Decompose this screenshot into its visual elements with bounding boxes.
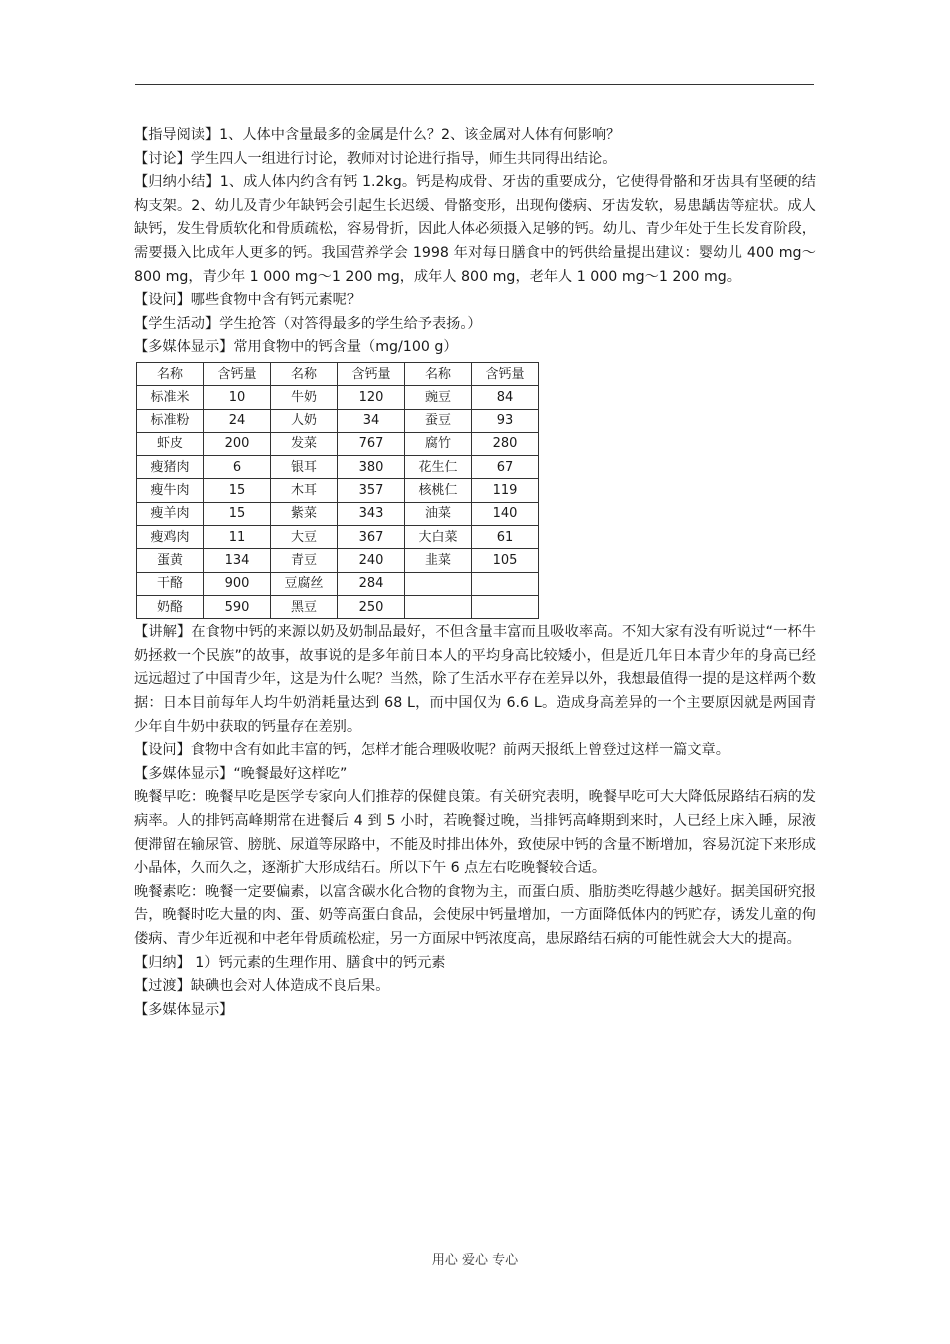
table-row (137, 526, 539, 549)
paragraph-discussion: 【讨论】学生四人一组进行讨论，教师对讨论进行指导，师生共同得出结论。 (134, 150, 617, 167)
paragraph-guided-reading: 【指导阅读】1、人体中含量最多的金属是什么？2、该金属对人体有何影响？ (134, 127, 621, 143)
food-name-cell: 标准粉 (137, 409, 204, 432)
table-row (137, 572, 539, 595)
calcium-value-cell: 24 (204, 409, 271, 432)
calcium-value-cell: 61 (472, 526, 539, 549)
food-name-cell: 核桃仁 (405, 479, 472, 502)
paragraph-multimedia-table-caption: 【多媒体显示】常用食物中的钙含量（mg/100 g） (134, 339, 458, 356)
table-header: 名称 (405, 362, 472, 385)
food-name-cell: 蚕豆 (405, 409, 472, 432)
calcium-value-cell: 15 (204, 479, 271, 502)
calcium-value-cell: 34 (338, 409, 405, 432)
food-name-cell (405, 572, 472, 595)
table-header: 含钙量 (204, 362, 271, 385)
food-name-cell: 瘦牛肉 (137, 479, 204, 502)
food-name-cell: 腐竹 (405, 432, 472, 455)
paragraph-dinner-vegetarian: 晚餐素吃：晚餐一定要偏素，以富含碳水化合物的食物为主，而蛋白质、脂肪类吃得越少越好。据美国研究报告，晚餐时吃大量的肉、蛋、奶等高蛋白食品，会使尿中钙量增加，一方面降低体内的钙贮存，诱发儿童的佝偻病、青少年近视和中老年骨质疏松症，另一方面尿中钙浓度高，患尿路结石病的可能性就会大大的提高。 (134, 883, 816, 947)
paragraph-summary: 【归纳小结】1、成人体内约含有钙 1.2kg。钙是构成骨、牙齿的重要成分，它使得骨骼和牙齿具有坚硬的结构支架。2、幼儿及青少年缺钙会引起生长迟缓、骨骼变形，出现佝偻病、牙齿发软，易患龋齿等症状。成人缺钙，发生骨质软化和骨质疏松，容易骨折，因此人体必须摄入足够的钙。幼儿、青少年处于生长发育阶段，需要摄入比成年人更多的钙。我国营养学会 1998 年对每日膳食中的钙供给量提出建议：婴幼儿 400 mg～800 mg，青少年 1 000 mg～1 200 mg，成年人 800 mg，老年人 1 000 mg～1 200 mg。 (134, 174, 816, 285)
food-name-cell: 豌豆 (405, 386, 472, 409)
food-name-cell: 黑豆 (271, 595, 338, 618)
calcium-value-cell (472, 595, 539, 618)
calcium-value-cell: 200 (204, 432, 271, 455)
food-name-cell: 瘦羊肉 (137, 502, 204, 525)
calcium-value-cell: 134 (204, 549, 271, 572)
calcium-value-cell: 380 (338, 456, 405, 479)
table-row (137, 409, 539, 432)
calcium-value-cell: 767 (338, 432, 405, 455)
paragraph-student-activity: 【学生活动】学生抢答（对答得最多的学生给予表扬。） (134, 315, 482, 332)
document-body (134, 124, 816, 1022)
table-row (137, 432, 539, 455)
paragraph-question: 【设问】哪些食物中含有钙元素呢？ (134, 292, 362, 309)
table-row (137, 549, 539, 572)
paragraph-multimedia-dinner: 【多媒体显示】“晚餐最好这样吃” (134, 765, 348, 782)
food-name-cell: 大豆 (271, 526, 338, 549)
calcium-value-cell: 280 (472, 432, 539, 455)
table-row (137, 502, 539, 525)
calcium-value-cell (472, 572, 539, 595)
food-name-cell: 豆腐丝 (271, 572, 338, 595)
table-row (137, 456, 539, 479)
calcium-value-cell: 15 (204, 502, 271, 525)
calcium-value-cell: 900 (204, 572, 271, 595)
calcium-value-cell: 140 (472, 502, 539, 525)
food-name-cell: 瘦猪肉 (137, 456, 204, 479)
calcium-value-cell: 284 (338, 572, 405, 595)
table-row (137, 595, 539, 618)
paragraph-dinner-early: 晚餐早吃：晚餐早吃是医学专家向人们推荐的保健良策。有关研究表明，晚餐早吃可大大降低尿路结石病的发病率。人的排钙高峰期常在进餐后 4 到 5 小时，若晚餐过晚，当排钙高峰期到来时，人已经上床入睡，尿液便滞留在输尿管、膀胱、尿道等尿路中，不能及时排出体外，致使尿中钙的含量不断增加，容易沉淀下来形成小晶体，久而久之，逐渐扩大形成结石。所以下午 6 点左右吃晚餐较合适。 (134, 789, 816, 877)
food-name-cell: 花生仁 (405, 456, 472, 479)
calcium-value-cell: 250 (338, 595, 405, 618)
table-body (137, 386, 539, 619)
calcium-value-cell: 343 (338, 502, 405, 525)
calcium-value-cell: 357 (338, 479, 405, 502)
calcium-value-cell: 590 (204, 595, 271, 618)
food-name-cell: 奶酪 (137, 595, 204, 618)
calcium-value-cell: 10 (204, 386, 271, 409)
table-row (137, 479, 539, 502)
paragraph-multimedia-end: 【多媒体显示】 (134, 1001, 234, 1018)
calcium-value-cell: 120 (338, 386, 405, 409)
table-header: 含钙量 (472, 362, 539, 385)
calcium-value-cell: 11 (204, 526, 271, 549)
food-name-cell (405, 595, 472, 618)
paragraph-explanation: 【讲解】在食物中钙的来源以奶及奶制品最好，不但含量丰富而且吸收率高。不知大家有没有听说过“一杯牛奶拯救一个民族”的故事，故事说的是多年前日本人的平均身高比较矮小，但是近几年日本青少年的身高已经远远超过了中国青少年，这是为什么呢？当然，除了生活水平存在差异以外，我想最值得一提的是这样两个数据：日本目前每年人均牛奶消耗量达到 68 L，而中国仅为 6.6 L。造成身高差异的一个主要原因就是两国青少年自牛奶中获取的钙量存在差别。 (134, 624, 816, 735)
food-name-cell: 瘦鸡肉 (137, 526, 204, 549)
food-name-cell: 木耳 (271, 479, 338, 502)
table-header-row (137, 362, 539, 385)
calcium-value-cell: 6 (204, 456, 271, 479)
food-name-cell: 标准米 (137, 386, 204, 409)
food-name-cell: 干酪 (137, 572, 204, 595)
food-name-cell: 牛奶 (271, 386, 338, 409)
paragraph-transition: 【过渡】缺碘也会对人体造成不良后果。 (134, 978, 390, 995)
calcium-value-cell: 93 (472, 409, 539, 432)
paragraph-question-2: 【设问】食物中含有如此丰富的钙，怎样才能合理吸收呢？前两天报纸上曾登过这样一篇文章。 (134, 742, 730, 759)
calcium-value-cell: 367 (338, 526, 405, 549)
food-name-cell: 人奶 (271, 409, 338, 432)
food-name-cell: 韭菜 (405, 549, 472, 572)
food-name-cell: 大白菜 (405, 526, 472, 549)
food-name-cell: 银耳 (271, 456, 338, 479)
calcium-value-cell: 67 (472, 456, 539, 479)
food-name-cell: 发菜 (271, 432, 338, 455)
paragraph-conclusion: 【归纳】 1）钙元素的生理作用、膳食中的钙元素 (134, 954, 446, 971)
page-footer: 用心 爱心 专心 (431, 1253, 519, 1268)
table-header: 含钙量 (338, 362, 405, 385)
header-rule (135, 84, 814, 85)
table-row (137, 386, 539, 409)
calcium-value-cell: 105 (472, 549, 539, 572)
table-header: 名称 (137, 362, 204, 385)
food-name-cell: 虾皮 (137, 432, 204, 455)
calcium-content-table (136, 362, 539, 619)
food-name-cell: 紫菜 (271, 502, 338, 525)
table-header: 名称 (271, 362, 338, 385)
calcium-value-cell: 240 (338, 549, 405, 572)
calcium-value-cell: 119 (472, 479, 539, 502)
food-name-cell: 油菜 (405, 502, 472, 525)
calcium-value-cell: 84 (472, 386, 539, 409)
food-name-cell: 蛋黄 (137, 549, 204, 572)
food-name-cell: 青豆 (271, 549, 338, 572)
